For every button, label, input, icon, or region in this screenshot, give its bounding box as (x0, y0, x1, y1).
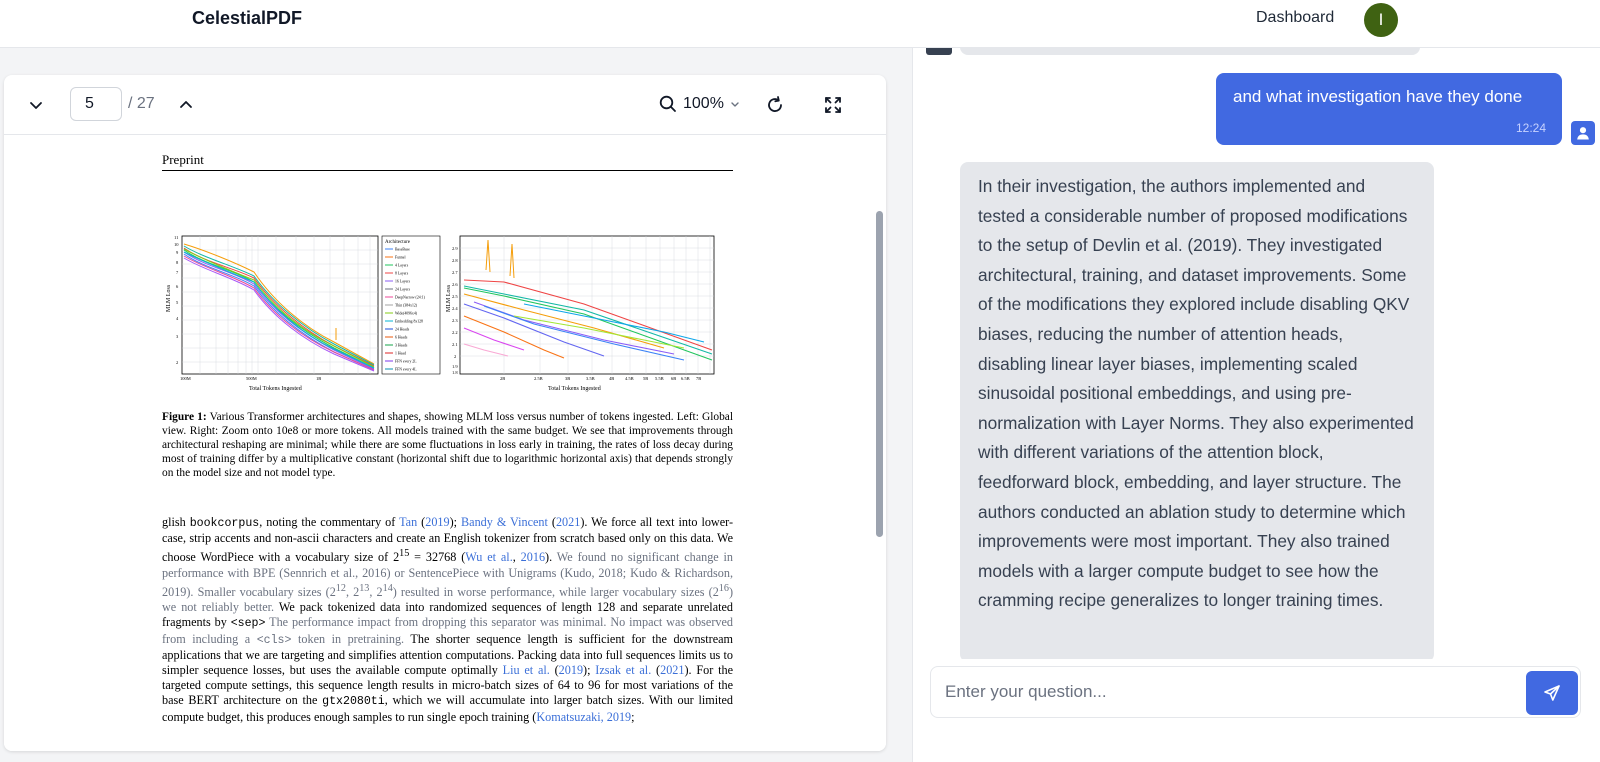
legend-entry: 6 Heads (395, 335, 408, 340)
citation-link[interactable]: 2019 (425, 515, 450, 529)
faded-text-run: ) resulted in worse performance, while larger vocabulary sizes (2 (392, 584, 719, 599)
body-paragraph (162, 515, 733, 725)
code-run: bookcorpus (189, 517, 260, 530)
right-y-axis-label: MLM Loss (446, 284, 452, 312)
rotate-icon (765, 95, 785, 115)
legend-title: Architecture (385, 240, 410, 245)
right-xtick: 3B (565, 376, 571, 381)
superscript: 12 (335, 582, 346, 594)
text-run: ( (417, 515, 426, 529)
legend-entry: DeepNarrow (24:1) (395, 295, 425, 300)
right-xtick: 4B (609, 376, 615, 381)
text-run: ). We force all text into lower-case, strip accents and non-ascii characters and create an English tokenizer from scratch based only on this data. We choose WordPiece with a vocabulary size of 2 (162, 515, 734, 565)
right-plot (446, 236, 714, 392)
right-xtick: 7B (696, 376, 702, 381)
previous-message-bubble (960, 48, 1420, 55)
text-run: ); (583, 662, 596, 677)
right-xtick: 6B (671, 376, 677, 381)
legend-entry: Funnel (395, 255, 406, 260)
zoom-dropdown[interactable] (659, 89, 740, 119)
text-run: The shorter sequence length is sufficient for the downstream applications that we are targeting and simplifies attention computations. Packing data into full sequences limits us to simpler sequence losses, but uses the available compute optimally (162, 631, 734, 677)
figure-caption (162, 410, 733, 480)
user-message-bubble (1216, 73, 1562, 145)
faded-text-run: , 2 (345, 584, 360, 599)
caption-text: Various Transformer architectures and shapes, showing MLM loss versus number of tokens ingested. Left: Global view. Right: Zoom onto 10e8 or more tokens. All models trained with the same budget. We see that improvements through architectural reshaping are minimal; while there are some fluctuations in loss early in training, the rates of loss decay during most of training differ by a multiplicative constant (horizontal shift due to logarithmic horizontal axis) that depends strongly on the model size and not model type. (162, 411, 733, 479)
legend-entry: 4 Layers (395, 263, 409, 268)
left-xtick: 100M (180, 376, 191, 381)
right-xtick: 2B (500, 376, 506, 381)
text-run: ( (547, 515, 556, 529)
right-xtick: 3.5B (586, 376, 595, 381)
search-icon (659, 95, 677, 113)
right-ytick: 2.8 (452, 258, 458, 263)
page-total: / 27 (128, 95, 155, 112)
right-ytick: 2.4 (452, 306, 458, 311)
text-run: We pack tokenized data into randomized sequences of length 128 and separate unrelated fragments by (162, 600, 733, 630)
page-number-input[interactable] (70, 87, 122, 121)
chat-pane (912, 48, 1600, 762)
citation-link[interactable]: 2021 (660, 662, 685, 677)
right-ytick: 1.9 (452, 364, 458, 369)
left-ytick: 6 (176, 284, 179, 289)
citation-link[interactable]: Wu et al. (465, 550, 513, 565)
faded-text-run: The performance impact from dropping this separator was minimal. No impact was observed from including a (162, 615, 733, 646)
text-run: ). For the targeted compute settings, this sequence length results in micro-batch sizes of 64 to 96 for most variations of the base BERT architecture on the (162, 662, 733, 708)
citation-link[interactable]: Izsak et al. (595, 662, 652, 677)
prev-page-button[interactable] (26, 95, 46, 115)
chevron-up-icon (179, 98, 193, 112)
caption-label: Figure 1: (162, 411, 207, 423)
text-run: , noting the commentary of (259, 515, 400, 529)
fullscreen-icon (824, 96, 842, 114)
chevron-down-icon (29, 98, 43, 112)
running-head: Preprint (162, 152, 204, 167)
zoom-value: 100% (683, 95, 724, 112)
left-x-axis-label: Total Tokens Ingested (249, 386, 302, 392)
right-ytick: 2 (454, 354, 457, 359)
figure-1 (164, 232, 724, 402)
left-ytick: 4 (176, 316, 179, 321)
text-run: , which we will accumulate into larger batch sizes. With our limited compute budget, this produces enough samples to run single epoch training ( (162, 693, 733, 724)
right-ytick: 2.9 (452, 246, 458, 251)
legend-entry: Wide(4096x4) (395, 311, 417, 316)
send-button[interactable] (1526, 671, 1578, 715)
brand-logo-text[interactable]: CelestialPDF (192, 8, 303, 28)
faded-text-run: ) we not reliably better. (162, 584, 734, 615)
right-xtick: 2.5B (534, 376, 543, 381)
legend-entry: 3 Heads (395, 343, 408, 348)
superscript: 16 (718, 582, 729, 594)
right-xtick: 5.5B (655, 376, 664, 381)
legend-entry: 16 Layers (395, 279, 411, 284)
left-ytick: 10 (174, 242, 179, 247)
citation-link[interactable]: Liu et al. (502, 662, 550, 677)
legend-entry: 24 Layers (395, 287, 411, 292)
user-message-text: and what investigation have they done (1233, 87, 1523, 106)
legend-entry: FFN every 2L (395, 359, 417, 364)
legend-entry: Embedding 8x128 (395, 319, 423, 324)
left-ytick: 7 (176, 270, 179, 275)
right-ytick: 2.5 (452, 294, 458, 299)
legend-entry: 1 Head (395, 351, 406, 356)
message-timestamp: 12:24 (1515, 121, 1546, 135)
left-xtick: 1B (316, 376, 322, 381)
text-run: ( (651, 662, 661, 677)
right-x-axis-label: Total Tokens Ingested (548, 386, 601, 392)
right-ytick: 1.8 (452, 370, 458, 375)
chevron-down-icon (730, 99, 740, 109)
right-xtick: 5B (643, 376, 649, 381)
left-ytick: 3 (176, 334, 179, 339)
pdf-page-area[interactable] (4, 136, 886, 751)
pdf-toolbar (4, 75, 886, 135)
faded-text-run: We found no significant change in performance with BPE (Sennrich et al., 2016) or SentencePiece with Unigrams (Kudo, 2018; Kudo & Richardson, 2019). Smaller vocabulary sizes (2 (162, 550, 734, 599)
superscript: 15 (399, 548, 410, 560)
right-ytick: 2.3 (452, 318, 458, 323)
text-run: ( (549, 662, 559, 677)
right-ytick: 2.7 (452, 270, 458, 275)
citation-link[interactable]: 2016 (520, 550, 546, 565)
citation-link[interactable]: Bandy & Vincent (461, 515, 548, 529)
right-xtick: 4.5B (625, 376, 634, 381)
question-input-bar (930, 666, 1581, 718)
legend-entry: Thin (384x12) (395, 303, 418, 308)
legend-entry: 24 Heads (395, 327, 410, 332)
superscript: 14 (382, 582, 393, 594)
legend-entry: 8 Layers (395, 271, 409, 276)
pdf-pane (0, 48, 912, 762)
nav-dashboard-link[interactable]: Dashboard (1256, 9, 1335, 26)
citation-link[interactable]: Komatsuzaki, 2019 (536, 709, 632, 724)
code-run: <sep> (230, 617, 266, 631)
text-run: , (512, 550, 521, 565)
assistant-message-bubble: In their investigation, the authors implemented and tested a considerable number of proposed modifications to the setup of Devlin et al. (2019). They investigated architectural, training, and dataset improvements. Some of the modifications they explored include disabling QKV biases, reducing the number of attention heads, disabling linear layer biases, implementing scaled sinusoidal positional embeddings, and using pre-normalization with Layer Norms. They also experimented with different variations of the attention block, feedforward block, embedding, and layer structure. The authors conducted an ablation study to determine which improvements were most important. They also trained models with a larger compute budget to see how the cramming recipe generalizes to longer training times. (960, 162, 1434, 659)
left-ytick: 2 (176, 360, 179, 365)
legend-entry: BaseBase (395, 247, 410, 252)
top-navbar (0, 0, 1600, 48)
text-run: = 32768 ( (409, 550, 466, 565)
question-input[interactable] (932, 668, 1512, 716)
text-run: ); (449, 515, 462, 529)
code-run: <cls> (256, 633, 292, 647)
pdf-viewer (4, 75, 886, 751)
rotate-button[interactable] (764, 94, 786, 116)
left-plot (166, 235, 378, 392)
text-run: glish (162, 515, 190, 529)
legend-entry: FFN every 4L (395, 367, 417, 372)
faded-text-run: token in pretraining. (291, 631, 405, 646)
figure-legend (382, 236, 440, 374)
right-ytick: 2.6 (452, 282, 458, 287)
right-ytick: 2.2 (452, 330, 458, 335)
right-ytick: 2.1 (452, 342, 458, 347)
citation-link[interactable]: 2021 (555, 515, 581, 529)
next-page-button[interactable] (176, 95, 196, 115)
text-run: ). (545, 550, 557, 565)
left-ytick: 8 (176, 260, 179, 265)
pdf-scrollbar-thumb[interactable] (876, 211, 883, 537)
superscript: 13 (359, 582, 370, 594)
user-icon (1571, 121, 1595, 145)
faded-text-run: , 2 (369, 584, 383, 599)
fullscreen-button[interactable] (822, 94, 844, 116)
send-icon (1543, 684, 1561, 702)
citation-link[interactable]: 2019 (558, 662, 584, 677)
text-run: ; (631, 709, 635, 724)
code-run: gtx2080ti (322, 695, 385, 709)
citation-link[interactable]: Tan (399, 515, 418, 529)
chat-messages[interactable] (913, 48, 1600, 659)
left-y-axis-label: MLM Loss (166, 284, 172, 312)
left-ytick: 9 (176, 250, 179, 255)
left-xtick: 500M (246, 376, 257, 381)
left-ytick: 11 (174, 235, 179, 240)
right-xtick: 6.5B (681, 376, 690, 381)
assistant-icon (926, 48, 952, 55)
left-ytick: 5 (176, 300, 179, 305)
user-avatar[interactable]: I (1364, 3, 1398, 37)
header-rule (162, 170, 733, 171)
